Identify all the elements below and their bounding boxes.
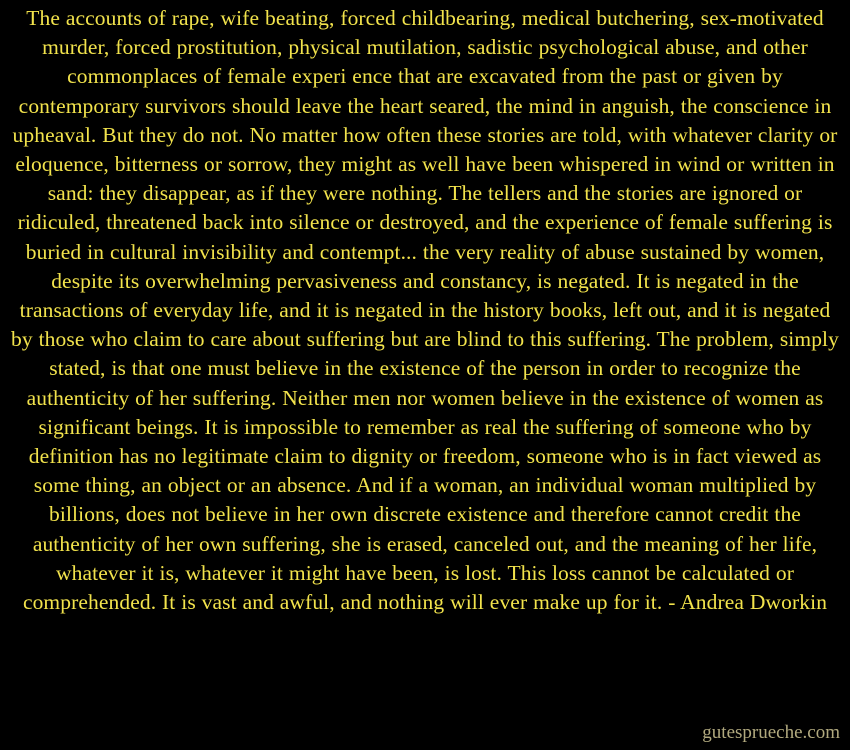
quote-text: The accounts of rape, wife beating, forced childbearing, medical butchering, sex-motivated murder, forced prostitution, physical mutilation, sadistic psychological abuse, and other commonplaces of female experi ence that are excavated from the past or given by contemporary survivors should leave the heart seared, the mind in anguish, the conscience in upheaval. But they do not. No matter how often these stories are told, with whatever clarity or eloquence, bitterness or sorrow, they might as well have been whispered in wind or written in sand: they disappear, as if they were nothing. The tellers and the stories are ignored or ridiculed, threatened back into silence or destroyed, and the experience of female suffering is buried in cultural invisibility and contempt... the very reality of abuse sustained by women, despite its overwhelming pervasiveness and constancy, is negated. It is negated in the transactions of everyday life, and it is negated in the history books, left out, and it is negated by those who claim to care about suffering but are blind to this suffering. The problem, simply stated, is that one must believe in the existence of the person in order to recognize the authenticity of her suffering. Neither men nor women believe in the existence of women as significant beings. It is impossible to remember as real the suffering of someone who by definition has no legitimate claim to dignity or freedom, someone who is in fact viewed as some thing, an object or an absence. And if a woman, an individual woman multiplied by billions, does not believe in her own discrete existence and therefore cannot credit the authenticity of her own suffering, she is erased, canceled out, and the meaning of her life, whatever it is, whatever it might have been, is lost. This loss cannot be calculated or comprehended. It is vast and awful, and nothing will ever make up for it. - Andrea Dworkin [11, 6, 839, 615]
site-watermark: gutesprueche.com [702, 722, 840, 743]
